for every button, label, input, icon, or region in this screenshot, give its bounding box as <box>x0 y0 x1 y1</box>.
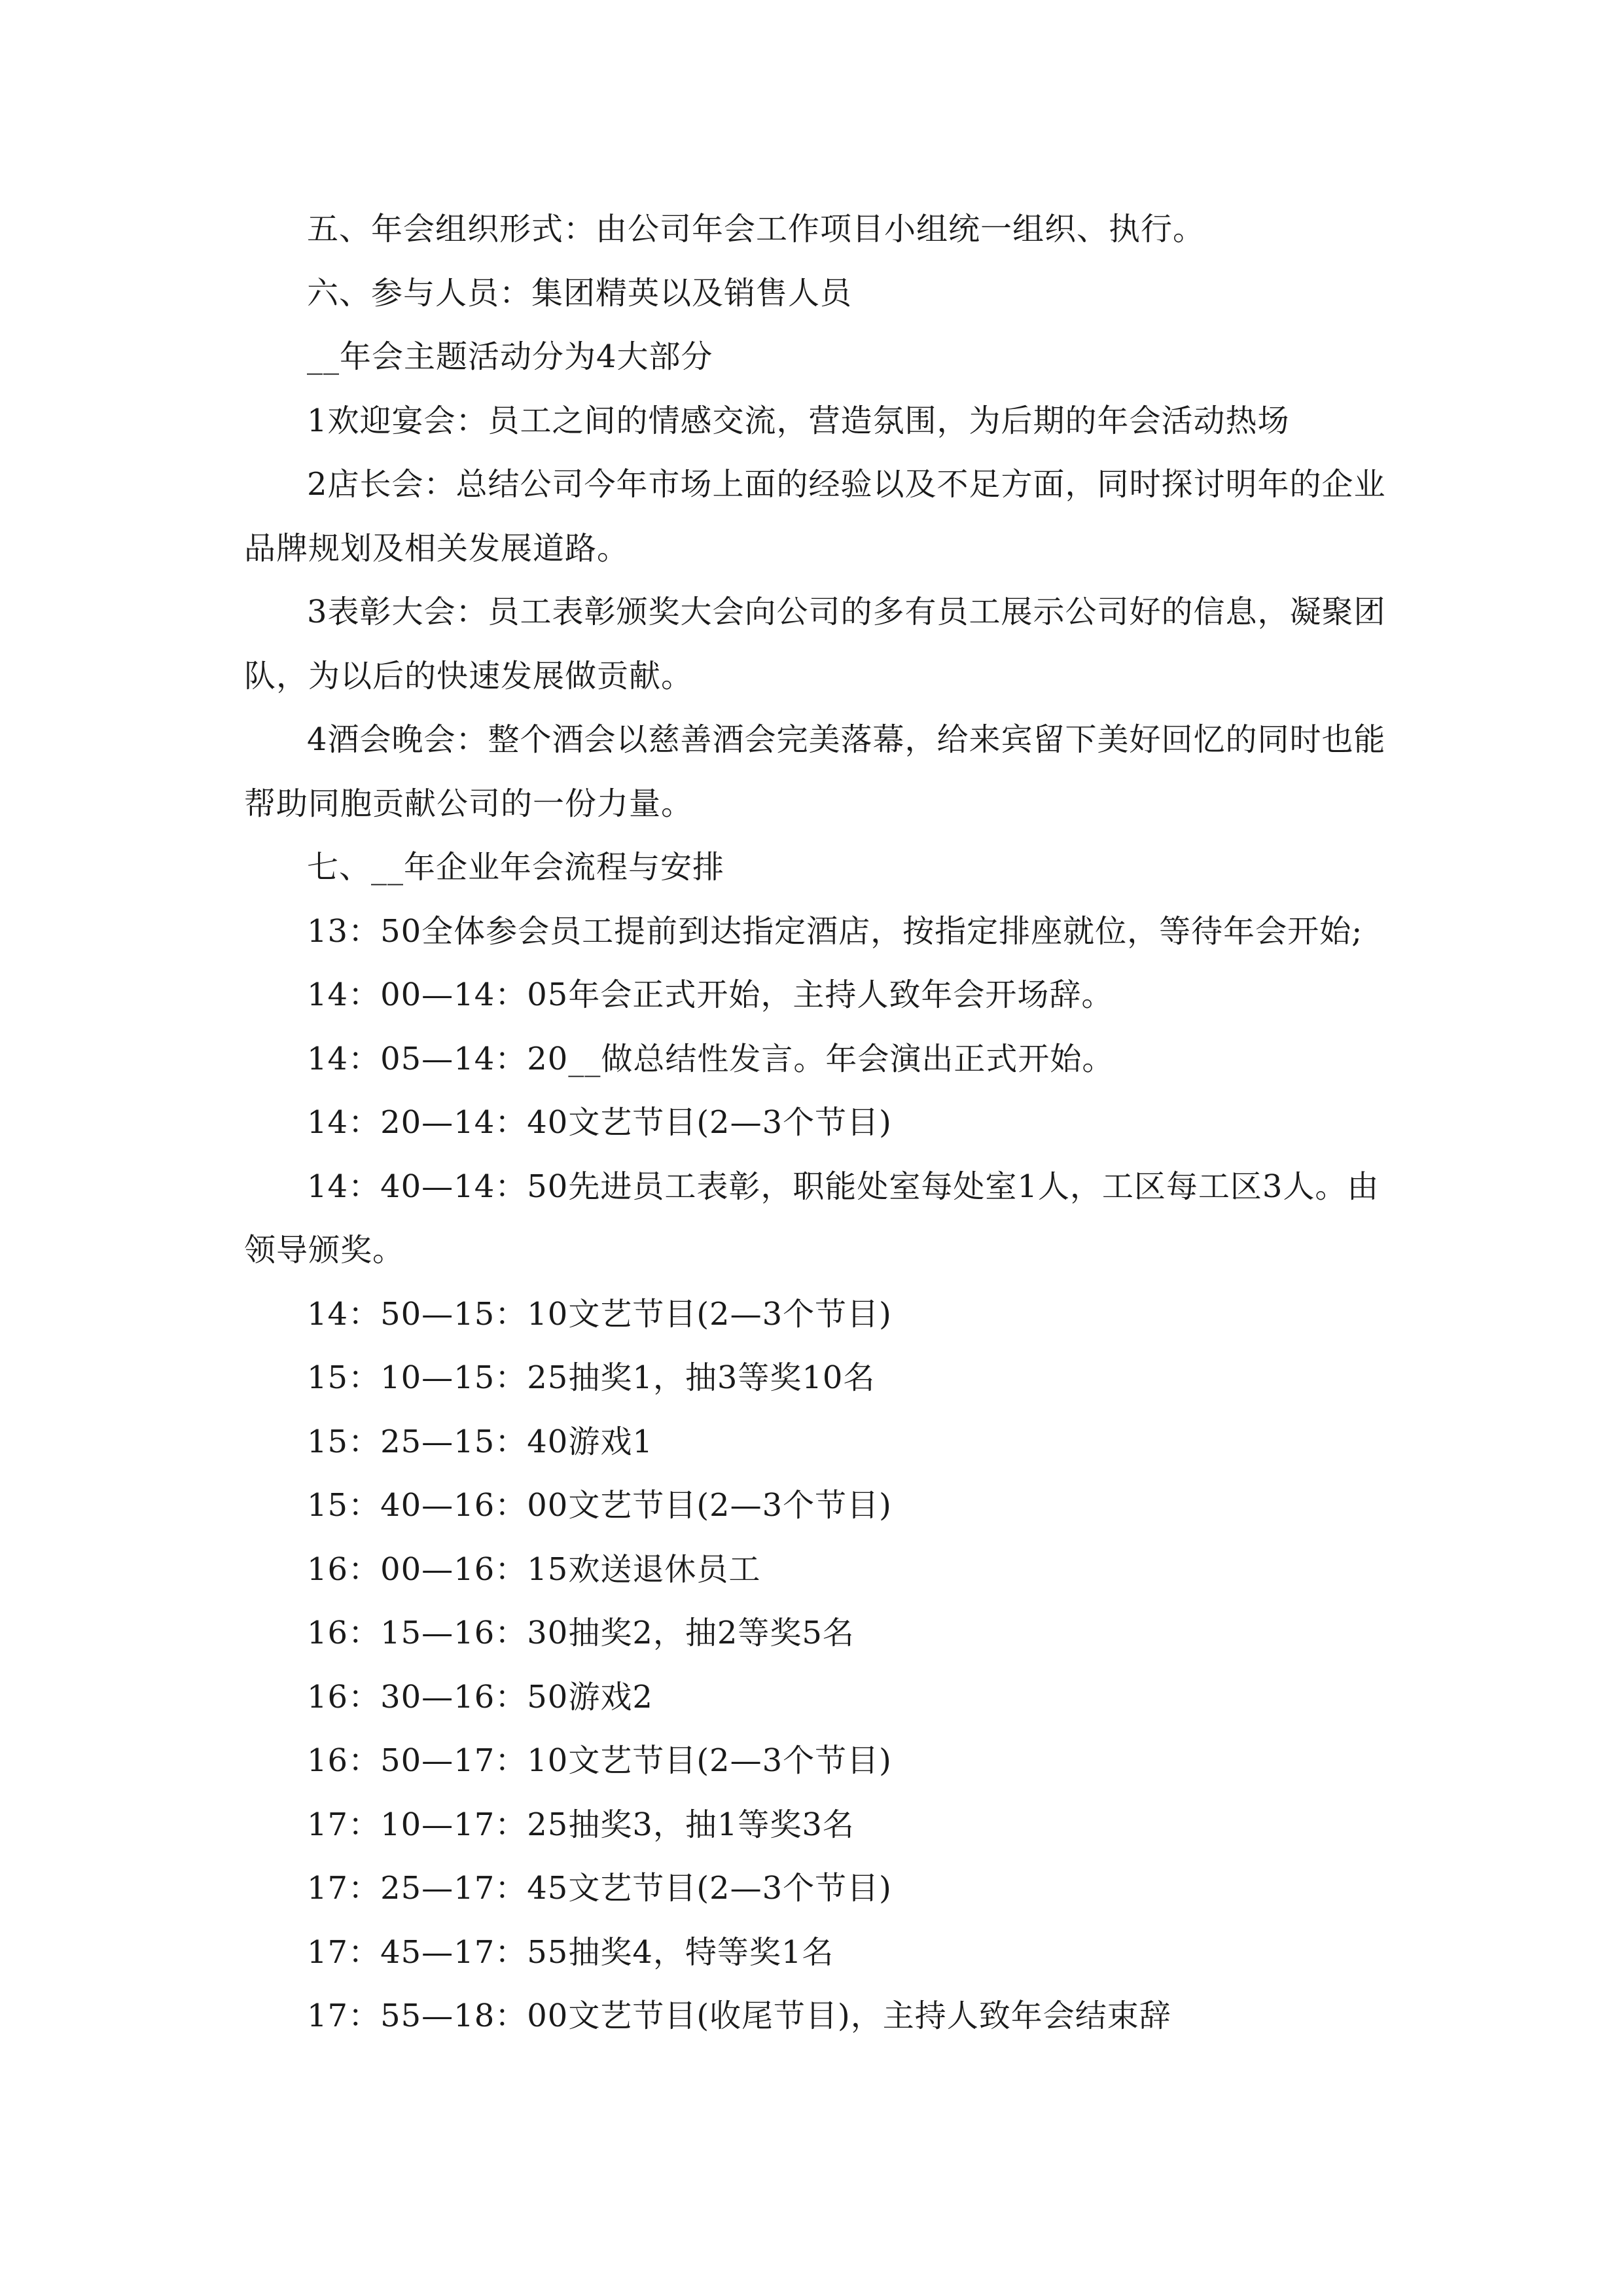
schedule-item: 17：25—17：45文艺节目(2—3个节目) <box>307 1870 892 1907</box>
section-heading-organization: 五、年会组织形式：由公司年会工作项目小组统一组织、执行。 <box>307 211 1205 247</box>
section-heading-participants: 六、参与人员：集团精英以及销售人员 <box>307 274 853 312</box>
schedule-item: 13：50全体参会员工提前到达指定酒店，按指定排座就位，等待年会开始; <box>307 912 1363 950</box>
paragraph-store-manager-meeting: 2店长会：总结公司今年市场上面的经验以及不足方面，同时探讨明年的企业品牌规划及相关发展道路。 <box>244 466 1386 567</box>
paragraph-activity-parts: __年会主题活动分为4大部分 <box>307 338 713 375</box>
schedule-item: 17：10—17：25抽奖3，抽1等奖3名 <box>307 1806 855 1843</box>
schedule-item: 17：55—18：00文艺节目(收尾节目)，主持人致年会结束辞 <box>307 1998 1171 2034</box>
schedule-item: 16：50—17：10文艺节目(2—3个节目) <box>307 1742 892 1779</box>
schedule-item: 14：05—14：20__做总结性发言。年会演出正式开始。 <box>307 1040 1115 1077</box>
schedule-item: 16：30—16：50游戏2 <box>307 1678 653 1715</box>
schedule-item: 14：20—14：40文艺节目(2—3个节目) <box>307 1104 892 1141</box>
schedule-item: 15：25—15：40游戏1 <box>307 1423 653 1460</box>
schedule-item: 14：50—15：10文艺节目(2—3个节目) <box>307 1295 892 1333</box>
schedule-item: 15：40—16：00文艺节目(2—3个节目) <box>307 1487 892 1524</box>
schedule-item: 16：00—16：15欢送退休员工 <box>307 1551 761 1588</box>
paragraph-awards-ceremony: 3表彰大会：员工表彰颁奖大会向公司的多有员工展示公司好的信息，凝聚团队，为以后的快速发展做贡献。 <box>244 594 1386 694</box>
section-heading-schedule: 七、__年企业年会流程与安排 <box>307 849 725 886</box>
schedule-item: 16：15—16：30抽奖2，抽2等奖5名 <box>307 1615 855 1651</box>
schedule-item: 14：40—14：50先进员工表彰，职能处室每处室1人，工区每工区3人。由领导颁奖。 <box>244 1168 1380 1268</box>
schedule-item: 17：45—17：55抽奖4，特等奖1名 <box>307 1933 834 1971</box>
paragraph-welcome-banquet: 1欢迎宴会：员工之间的情感交流，营造氛围，为后期的年会活动热场 <box>307 402 1290 439</box>
paragraph-cocktail-party: 4酒会晚会：整个酒会以慈善酒会完美落幕，给来宾留下美好回忆的同时也能帮助同胞贡献公司的一份力量。 <box>244 721 1386 822</box>
schedule-item: 15：10—15：25抽奖1，抽3等奖10名 <box>307 1359 876 1396</box>
document-body <box>244 198 1396 2049</box>
schedule-item: 14：00—14：05年会正式开始，主持人致年会开场辞。 <box>307 977 1114 1013</box>
